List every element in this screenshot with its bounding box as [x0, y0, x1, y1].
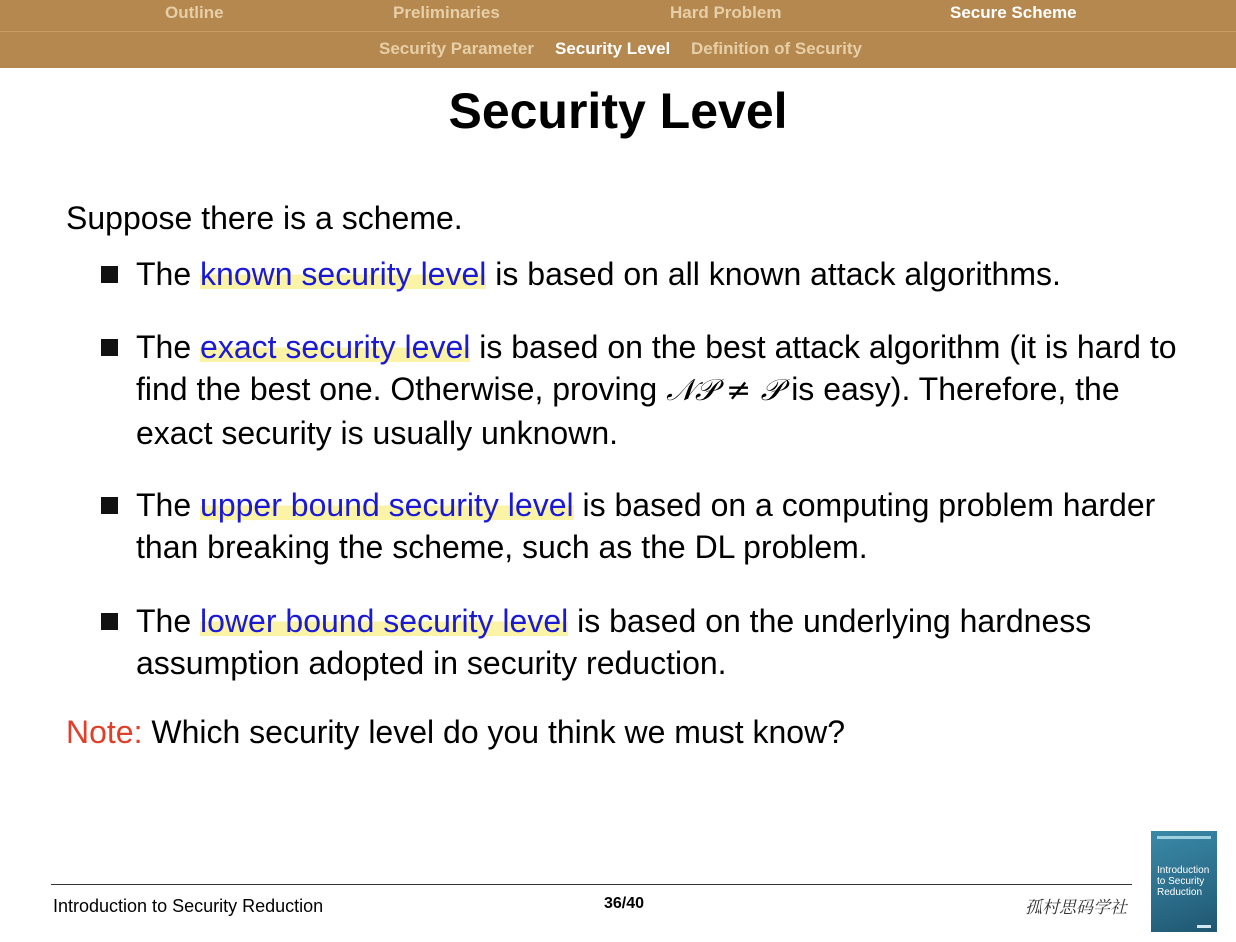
book-cover-title: Introduction to Security Reduction [1157, 865, 1210, 898]
intro-text: Suppose there is a scheme. [66, 200, 463, 236]
term-known-security-level: known security level [200, 256, 487, 292]
nav-section-outline[interactable]: Outline [165, 3, 224, 22]
slide-title: Security Level [448, 83, 788, 139]
bullet-square-icon [101, 613, 118, 630]
footer-divider [51, 884, 1132, 885]
bullet-description: is based on the best attack algorithm (it is hard to find the best one. Otherwise, proving [136, 329, 1177, 407]
page-number: 36/40 [604, 895, 645, 912]
book-cover-image [1151, 831, 1217, 932]
bullet-prefix: The [136, 329, 201, 365]
nav-sub-security-parameter[interactable]: Security Parameter [379, 39, 534, 58]
nav-sub-definition-of-security[interactable]: Definition of Security [691, 39, 862, 58]
section-nav [0, 0, 1236, 31]
subsection-nav [0, 31, 1236, 68]
bullet-prefix: The [136, 256, 201, 292]
bullet-description: is based on all known attack algorithms. [486, 256, 1061, 292]
nav-section-secure-scheme[interactable]: Secure Scheme [950, 3, 1077, 22]
term-exact-security-level: exact security level [200, 329, 471, 365]
bullet-prefix: The [136, 487, 201, 523]
bullet-square-icon [101, 497, 118, 514]
math-np-neq-p: 𝒩𝒫 ≠ 𝒫 [666, 373, 783, 408]
bullet-prefix: The [136, 603, 201, 639]
nav-section-preliminaries[interactable]: Preliminaries [393, 3, 500, 22]
term-lower-bound-security-level: lower bound security level [200, 603, 569, 639]
bullet-text [136, 484, 1201, 568]
bullet-description-end: is easy). Therefore, the exact security is usually unknown. [136, 371, 1120, 451]
book-author-strip [1157, 836, 1211, 839]
bullet-description: is based on a computing problem harder than breaking the scheme, such as the DL problem. [136, 487, 1156, 565]
nav-section-hard-problem[interactable]: Hard Problem [670, 3, 782, 22]
note [66, 714, 845, 751]
footer-signature: 孤村思码学社 [1025, 898, 1127, 918]
bullet-square-icon [101, 339, 118, 356]
note-text: Which security level do you think we must know? [142, 714, 845, 750]
bullet-text [136, 326, 1201, 454]
bullet-description: is based on the underlying hardness assumption adopted in security reduction. [136, 603, 1092, 681]
book-publisher-mark [1197, 925, 1211, 928]
term-upper-bound-security-level: upper bound security level [200, 487, 574, 523]
bullet-text [136, 600, 1201, 684]
footer-title: Introduction to Security Reduction [53, 896, 324, 916]
bullet-text [136, 253, 1201, 295]
nav-sub-security-level[interactable]: Security Level [555, 39, 671, 58]
bullet-square-icon [101, 266, 118, 283]
note-label: Note: [66, 714, 143, 750]
